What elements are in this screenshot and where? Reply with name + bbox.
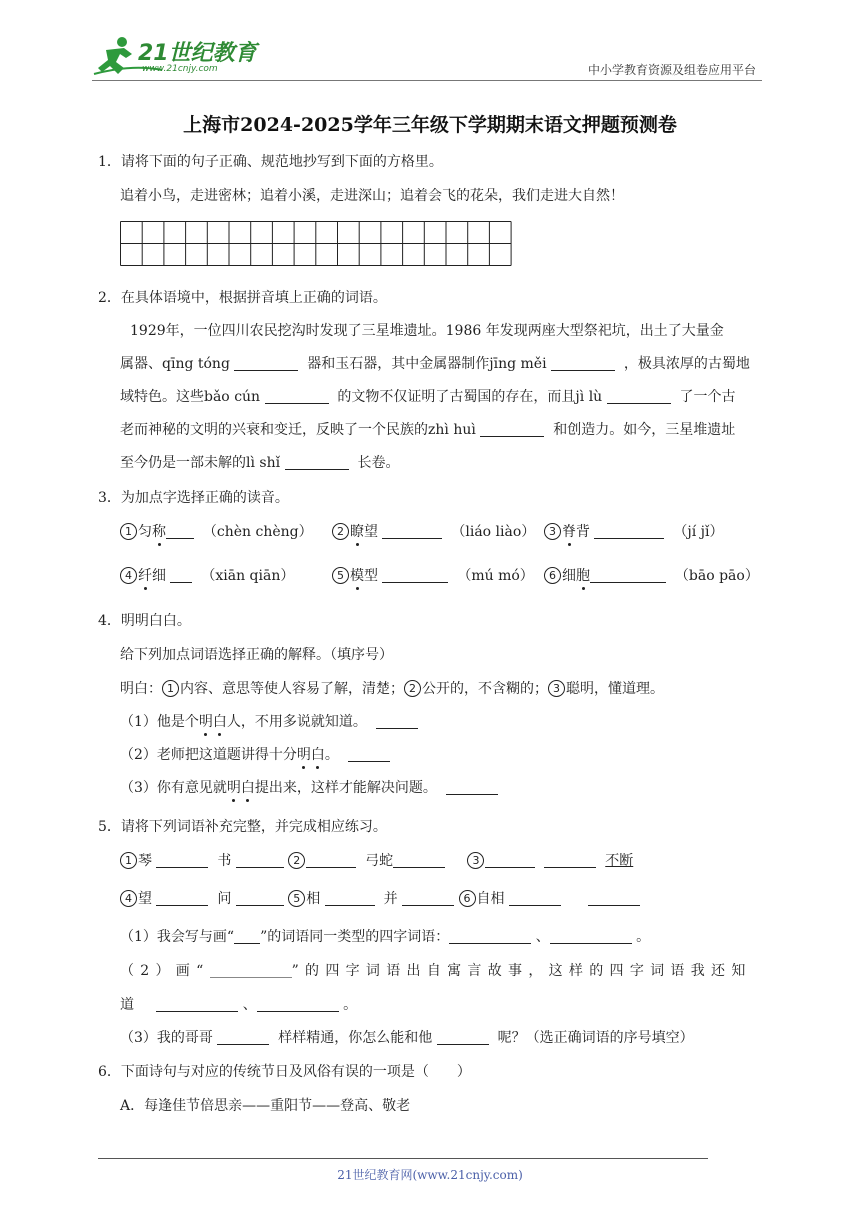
q2-line-5: 至今仍是一部未解的lì shǐ 长卷。 (120, 455, 400, 471)
q3-stem: 3．为加点字选择正确的读音。 (98, 490, 289, 506)
logo-main-text: 21世纪教育 (138, 41, 257, 66)
answer-blank[interactable] (210, 963, 292, 978)
answer-blank[interactable] (607, 389, 671, 404)
answer-blank[interactable] (544, 853, 596, 868)
q5-sub-1: （1）我会写与画“ ”的词语同一类型的四字词语： 、 。 (120, 929, 651, 945)
q5-row-1: 1 琴 书 2 弓蛇 3 不断 (120, 851, 633, 871)
pinyin-3: bǎo cún (204, 389, 261, 405)
q2-line-2: 属器、qīng tóng 器和玉石器，其中金属器制作jīng měi ，极具浓厚的古蜀地 (120, 356, 750, 372)
answer-blank[interactable] (590, 568, 666, 583)
answer-blank[interactable] (234, 929, 260, 944)
q5-sub-2-cont: 道 、 。 (120, 997, 358, 1013)
q3-item-2: 2 瞭望 （liáo liào） (332, 522, 535, 542)
answer-blank[interactable] (485, 853, 535, 868)
answer-blank[interactable] (257, 997, 339, 1012)
q6-stem: 6．下面诗句与对应的传统节日及风俗有误的一项是（ ） (98, 1064, 471, 1080)
answer-blank[interactable] (449, 929, 531, 944)
q2-stem: 2．在具体语境中，根据拼音填上正确的词语。 (98, 290, 387, 306)
answer-blank[interactable] (382, 524, 442, 539)
footer-text: 21世纪教育网(www.21cnjy.com) (337, 1168, 523, 1182)
answer-blank[interactable] (551, 356, 615, 371)
q3-item-5: 5 模型 （mú mó） (332, 566, 534, 586)
q4-sentence-2: （2）老师把这道题讲得十分明白。 (120, 745, 390, 765)
answer-blank[interactable] (550, 929, 632, 944)
answer-blank[interactable] (156, 891, 208, 906)
logo (92, 34, 262, 80)
q4-definitions: 明白： 1 内容、意思等使人容易了解，清楚； 2 公开的，不含糊的； 3 聪明，懂道理。 (120, 681, 664, 697)
footer-divider (98, 1158, 708, 1159)
q3-item-1: 1 匀称 （chèn chèng） (120, 522, 313, 542)
answer-blank[interactable] (509, 891, 561, 906)
answer-blank[interactable] (236, 853, 284, 868)
answer-blank[interactable] (348, 747, 390, 762)
q5-sub-3: （3）我的哥哥 样样精通，你怎么能和他 呢？（选正确词语的序号填空） (120, 1030, 694, 1046)
answer-blank[interactable] (306, 853, 356, 868)
pinyin-1: qīng tóng (162, 356, 230, 372)
answer-blank[interactable] (156, 997, 238, 1012)
answer-blank[interactable] (594, 524, 664, 539)
answer-blank[interactable] (170, 568, 192, 583)
answer-blank[interactable] (265, 389, 329, 404)
q4-instruction: 给下列加点词语选择正确的解释。（填序号） (120, 647, 393, 663)
q4-sentence-3: （3）你有意见就明白提出来，这样才能解决问题。 (120, 778, 498, 798)
answer-blank[interactable] (382, 568, 448, 583)
answer-blank[interactable] (480, 422, 544, 437)
answer-blank[interactable] (376, 714, 418, 729)
answer-blank[interactable] (437, 1030, 489, 1045)
q3-item-3: 3 脊背 （jí jǐ） (544, 522, 723, 542)
q6-option-a[interactable]: A．每逢佳节倍思亲——重阳节——登高、敬老 (120, 1098, 411, 1114)
document-title: 上海市2024-2025学年三年级下学期期末语文押题预测卷 (183, 114, 677, 136)
q5-stem: 5．请将下列词语补充完整，并完成相应练习。 (98, 819, 387, 835)
q4-stem: 4．明明白白。 (98, 613, 191, 629)
q3-item-4: 4 纤细 （xiān qiān） (120, 566, 294, 586)
pinyin-2: jīng měi (489, 356, 547, 372)
answer-blank[interactable] (166, 524, 194, 539)
platform-name: 中小学教育资源及组卷应用平台 (587, 63, 756, 77)
q5-row-2: 4 望 问 5 相 并 6 自相 (120, 889, 640, 909)
answer-blank[interactable] (217, 1030, 269, 1045)
logo-url-text: www.21cnjy.com (142, 64, 218, 74)
pinyin-4: jì lù (575, 389, 603, 405)
q3-item-6: 6 细胞 （bāo pāo） (544, 566, 759, 586)
q2-line-3: 域特色。这些bǎo cún 的文物不仅证明了古蜀国的存在，而且jì lù 了一个古 (120, 389, 736, 405)
answer-blank[interactable] (236, 891, 284, 906)
answer-blank[interactable] (234, 356, 298, 371)
answer-blank[interactable] (588, 891, 640, 906)
answer-blank[interactable] (285, 455, 349, 470)
q1-sentence: 追着小鸟，走进密林；追着小溪，走进深山；追着会飞的花朵，我们走进大自然！ (120, 188, 624, 204)
answer-blank[interactable] (325, 891, 375, 906)
writing-grid[interactable] (120, 221, 512, 271)
answer-blank[interactable] (156, 853, 208, 868)
answer-blank[interactable] (446, 780, 498, 795)
header-divider (92, 80, 762, 81)
q2-line-4: 老而神秘的文明的兴衰和变迁，反映了一个民族的zhì huì 和创造力。如今，三星堆遗址 (120, 422, 736, 438)
q1-stem: 1．请将下面的句子正确、规范地抄写到下面的方格里。 (98, 154, 443, 170)
q2-line-1: 1929年，一位四川农民挖沟时发现了三星堆遗址。1986 年发现两座大型祭祀坑，出土了大量金 (130, 323, 724, 339)
answer-blank[interactable] (402, 891, 454, 906)
q5-sub-2: （2）画“ ”的四字词语出自寓言故事，这样的四字词语我还知 (120, 963, 752, 979)
pinyin-5: zhì huì (428, 422, 476, 438)
pinyin-6: lì shǐ (246, 455, 281, 471)
q4-sentence-1: （1）他是个明白人，不用多说就知道。 (120, 712, 418, 732)
answer-blank[interactable] (393, 853, 445, 868)
